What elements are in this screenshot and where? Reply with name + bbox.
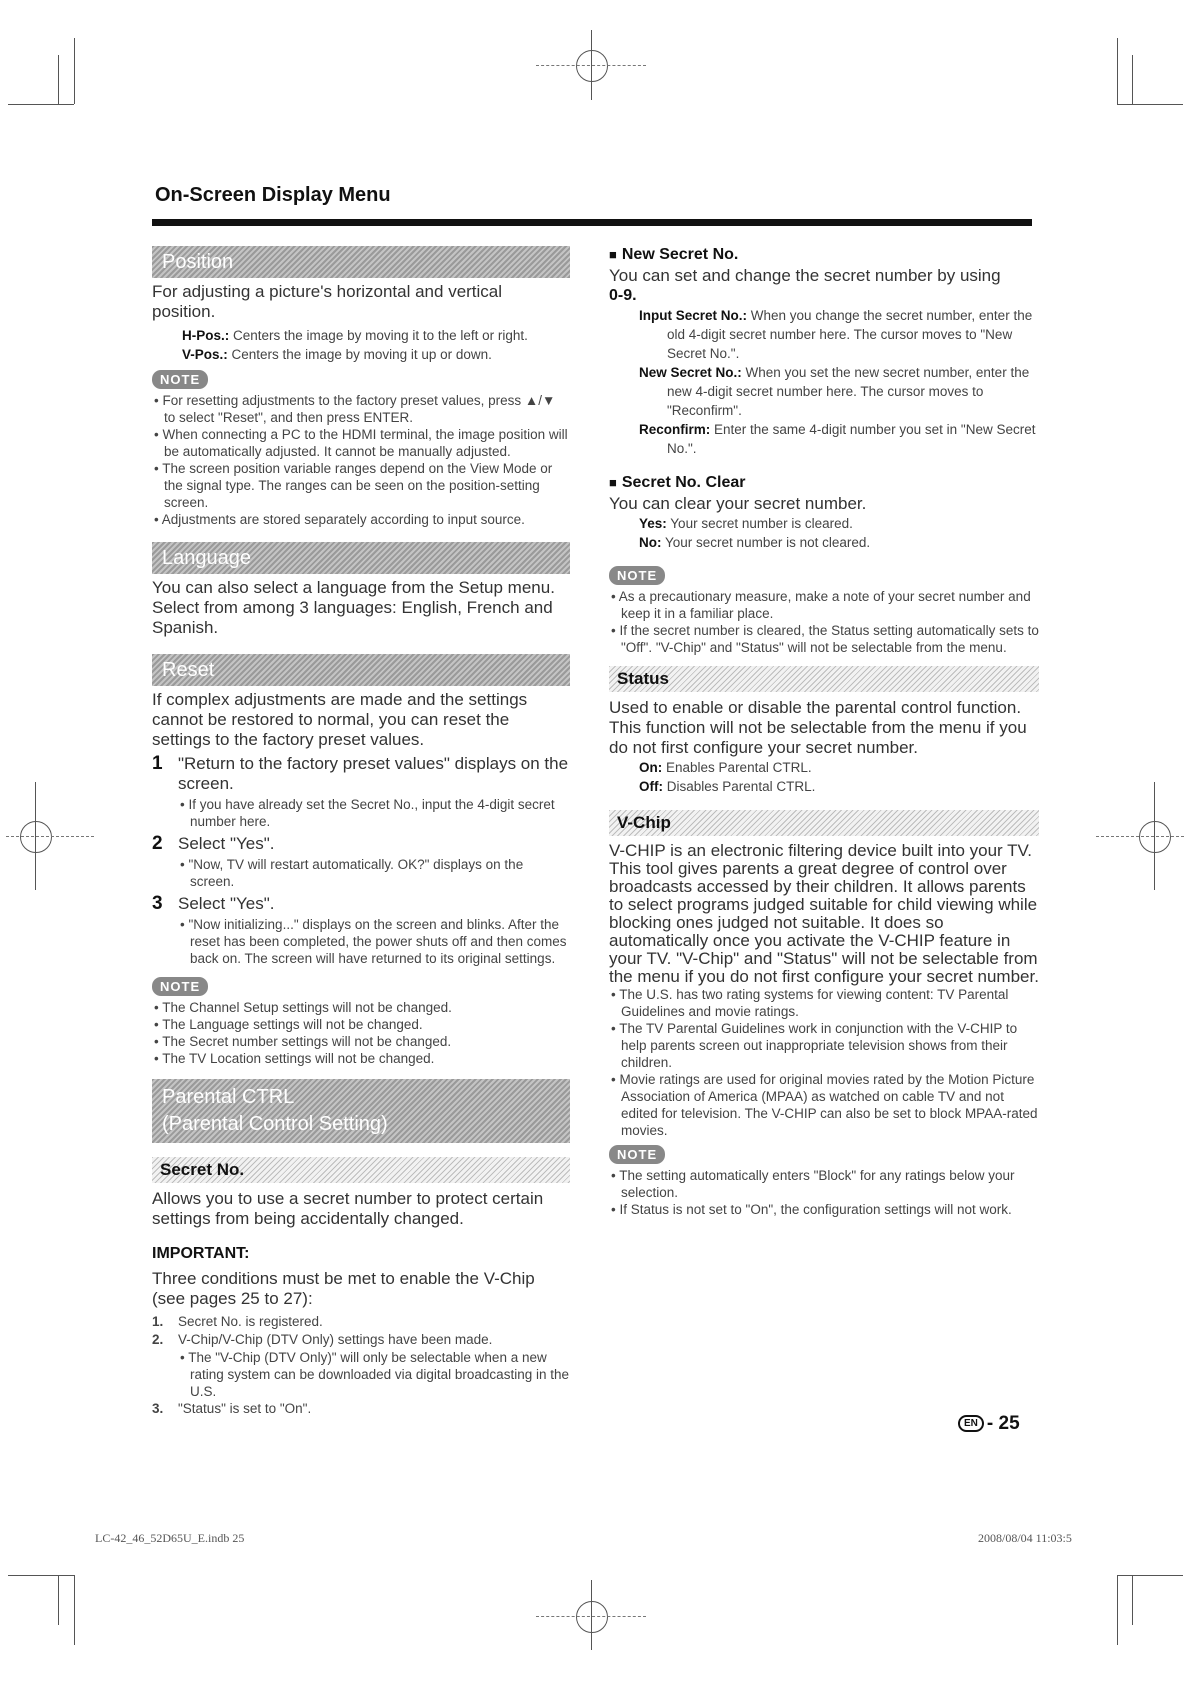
definition-term: Input Secret No.:	[639, 308, 748, 323]
definition-term: Reconfirm:	[639, 422, 711, 437]
secret-no-text: Allows you to use a secret number to protect certain settings from being accidentally changed.	[152, 1189, 544, 1228]
reset-step-3	[152, 894, 570, 914]
condition-2	[152, 1331, 570, 1349]
registration-mark	[536, 1616, 646, 1617]
condition-number: 2.	[152, 1332, 164, 1347]
yes-definition	[609, 514, 1039, 533]
subsection-header-secret-no: Secret No.	[152, 1157, 570, 1183]
crop-mark	[74, 38, 75, 104]
definition-text: Disables Parental CTRL.	[666, 779, 816, 794]
language-badge: EN	[958, 1415, 984, 1432]
page-number	[958, 1413, 1020, 1435]
crop-mark	[74, 1575, 75, 1645]
reset-intro: If complex adjustments are made and the settings cannot be restored to normal, you can reset the settings to the factory preset values.	[152, 690, 528, 749]
condition-1	[152, 1313, 570, 1331]
crop-mark	[1132, 55, 1133, 104]
bullet-text: Movie ratings are used for original movies rated by the Motion Picture Association of America (MPAA) as watched on cable TV and not edited for television. The V-CHIP can also be set to block MPAA-rated movies.	[619, 1072, 1038, 1138]
step-number: 3	[152, 893, 163, 914]
hpos-definition	[152, 326, 570, 345]
definition-text: Enter the same 4-digit number you set in "New Secret No.".	[667, 422, 1036, 456]
definition-text: Enables Parental CTRL.	[666, 760, 812, 775]
note-text: Adjustments are stored separately according to input source.	[161, 512, 525, 527]
left-column	[152, 246, 570, 1418]
step-text: "Return to the factory preset values" displays on the screen.	[178, 754, 569, 793]
title-rule	[152, 219, 1032, 226]
vpos-text: Centers the image by moving it up or down.	[231, 347, 492, 362]
footer-timestamp: 2008/08/04 11:03:5	[978, 1531, 1072, 1545]
secret-clear-note-2: • If the secret number is cleared, the Status setting automatically sets to "Off". "V-Chip" and "Status" will not be selectable from the menu.	[611, 623, 1039, 655]
condition-text: Secret No. is registered.	[178, 1314, 323, 1329]
position-intro: For adjusting a picture's horizontal and vertical position.	[152, 282, 503, 321]
crop-mark	[1117, 1575, 1183, 1576]
section-header-position: Position	[152, 246, 570, 278]
bullet-text: The "V-Chip (DTV Only)" will only be selectable when a new rating system can be downloaded via digital broadcasting in the U.S.	[188, 1350, 569, 1399]
crop-mark	[1117, 38, 1118, 104]
new-secret-intro-text: You can set and change the secret number by using	[609, 266, 1001, 285]
note-text: The TV Location settings will not be changed.	[162, 1051, 435, 1066]
crop-mark	[8, 104, 74, 105]
registration-mark	[1096, 836, 1184, 837]
important-label: IMPORTANT:	[152, 1245, 250, 1262]
note-badge: NOTE	[609, 1145, 665, 1164]
vchip-text: V-CHIP is an electronic filtering device built into your TV. This tool gives parents a great degree of control over broadcasts accessed by their children. It allows parents to select programs judged suitable for child viewing while blocking ones judged not suitable. It does so automatically once you activate the V-CHIP feature in your TV. "V-Chip" and "Status" will not be selectable from the menu if you do not first configure your secret number.	[609, 841, 1039, 986]
new-secret-title: ■ New Secret No.	[609, 246, 1039, 264]
secret-clear-title: ■ Secret No. Clear	[609, 474, 1039, 492]
step-number: 1	[152, 753, 163, 774]
registration-mark	[6, 836, 94, 837]
step-text: Select "Yes".	[178, 834, 275, 853]
crop-mark	[1117, 104, 1183, 105]
reset-note-3: • The Secret number settings will not be changed.	[154, 1034, 452, 1049]
condition-3	[152, 1400, 570, 1418]
position-note-3: • The screen position variable ranges depend on the View Mode or the signal type. The ranges can be seen on the position-setting screen.	[154, 461, 553, 510]
crop-mark	[1117, 1575, 1118, 1645]
new-secret-intro	[609, 266, 1039, 306]
page-number-value: 25	[998, 1413, 1020, 1434]
registration-mark	[576, 50, 608, 82]
note-text: For resetting adjustments to the factory preset values, press ▲/▼ to select "Reset", and then press ENTER.	[162, 393, 556, 425]
section-header-parental-ctrl	[152, 1079, 570, 1143]
section-header-reset: Reset	[152, 654, 570, 686]
crop-mark	[1132, 1575, 1133, 1625]
note-text: The screen position variable ranges depend on the View Mode or the signal type. The ranges can be seen on the position-setting screen.	[162, 461, 553, 510]
note-text: The Secret number settings will not be changed.	[162, 1034, 452, 1049]
definition-term: Off:	[639, 779, 663, 794]
vchip-note-2: • If Status is not set to "On", the configuration settings will not work.	[611, 1202, 1012, 1217]
registration-mark	[1139, 821, 1171, 853]
status-text: Used to enable or disable the parental control function. This function will not be selectable from the menu if you do not first configure your secret number.	[609, 698, 1027, 757]
position-note-1: • For resetting adjustments to the factory preset values, press ▲/▼ to select "Reset", and then press ENTER.	[154, 393, 556, 425]
registration-mark	[536, 65, 646, 66]
on-definition	[609, 758, 1039, 777]
step-text: Select "Yes".	[178, 894, 275, 913]
footer-file-name: LC-42_46_52D65U_E.indb 25	[95, 1531, 245, 1545]
reset-step-2-bullet: • "Now, TV will restart automatically. OK?" displays on the screen.	[180, 857, 524, 889]
page-number-text: -	[986, 1413, 999, 1434]
new-secret-keys: 0-9.	[609, 287, 637, 304]
bullet-text: The TV Parental Guidelines work in conjunction with the V-CHIP to help parents screen out inappropriate television shows from their children.	[619, 1021, 1018, 1070]
crop-mark	[8, 1575, 74, 1576]
right-column	[609, 246, 1039, 1218]
reset-note-2: • The Language settings will not be changed.	[154, 1017, 423, 1032]
definition-text: Your secret number is not cleared.	[665, 535, 871, 550]
vchip-bullet-3: • Movie ratings are used for original movies rated by the Motion Picture Association of America (MPAA) as watched on cable TV and not edited for television. The V-CHIP can also be set to block MPAA-rated movies.	[611, 1072, 1038, 1138]
new-secret-definition	[609, 363, 1039, 420]
registration-mark	[576, 1601, 608, 1633]
note-text: As a precautionary measure, make a note of your secret number and keep it in a familiar place.	[618, 589, 1031, 621]
note-badge: NOTE	[609, 566, 665, 585]
subsection-header-vchip: V-Chip	[609, 810, 1039, 836]
bullet-text: The U.S. has two rating systems for viewing content: TV Parental Guidelines and movie ratings.	[619, 987, 1009, 1019]
subsection-header-status: Status	[609, 666, 1039, 692]
condition-2-bullet: • The "V-Chip (DTV Only)" will only be selectable when a new rating system can be downloaded via digital broadcasting in the U.S.	[180, 1350, 569, 1399]
note-text: The Channel Setup settings will not be changed.	[162, 1000, 452, 1015]
secret-clear-intro: You can clear your secret number.	[609, 494, 867, 513]
vchip-bullet-2: • The TV Parental Guidelines work in conjunction with the V-CHIP to help parents screen out inappropriate television shows from their children.	[611, 1021, 1018, 1070]
note-text: The Language settings will not be changed.	[162, 1017, 423, 1032]
registration-mark	[20, 821, 52, 853]
vchip-note-1: • The setting automatically enters "Block" for any ratings below your selection.	[611, 1168, 1015, 1200]
off-definition	[609, 777, 1039, 796]
section-header-language: Language	[152, 542, 570, 574]
registration-mark	[591, 1580, 592, 1650]
reconfirm-definition	[609, 420, 1039, 458]
note-text: If the secret number is cleared, the Status setting automatically sets to "Off". "V-Chip" and "Status" will not be selectable from the menu.	[619, 623, 1039, 655]
reset-note-1: • The Channel Setup settings will not be changed.	[154, 1000, 452, 1015]
language-text: You can also select a language from the Setup menu. Select from among 3 languages: English, French and Spanish.	[152, 578, 555, 637]
bullet-text: "Now, TV will restart automatically. OK?" displays on the screen.	[188, 857, 524, 889]
condition-text: V-Chip/V-Chip (DTV Only) settings have been made.	[178, 1332, 493, 1347]
bullet-text: "Now initializing..." displays on the screen and blinks. After the reset has been completed, the power shuts off and then comes back on. The screen will have returned to its original settings.	[188, 917, 567, 966]
reset-step-3-bullet: • "Now initializing..." displays on the screen and blinks. After the reset has been completed, the power shuts off and then comes back on. The screen will have returned to its original settings.	[180, 917, 567, 966]
crop-mark	[58, 55, 59, 104]
parental-header-line-2: (Parental Control Setting)	[162, 1113, 388, 1135]
reset-step-1-bullet: • If you have already set the Secret No., input the 4-digit secret number here.	[180, 797, 555, 829]
crop-mark	[58, 1575, 59, 1625]
position-note-4: • Adjustments are stored separately according to input source.	[154, 512, 525, 527]
no-definition	[609, 533, 1039, 552]
note-badge: NOTE	[152, 977, 208, 996]
reset-note-4: • The TV Location settings will not be changed.	[154, 1051, 435, 1066]
definition-term: Yes:	[639, 516, 667, 531]
reset-step-1	[152, 754, 570, 794]
definition-term: No:	[639, 535, 662, 550]
note-text: If Status is not set to "On", the configuration settings will not work.	[619, 1202, 1012, 1217]
bullet-text: If you have already set the Secret No., input the 4-digit secret number here.	[188, 797, 555, 829]
secret-clear-note-1: • As a precautionary measure, make a note of your secret number and keep it in a familiar place.	[611, 589, 1031, 621]
hpos-text: Centers the image by moving it to the left or right.	[233, 328, 528, 343]
note-badge: NOTE	[152, 370, 208, 389]
vchip-bullet-1: • The U.S. has two rating systems for viewing content: TV Parental Guidelines and movie ratings.	[611, 987, 1009, 1019]
input-secret-definition	[609, 306, 1039, 363]
important-text: Three conditions must be met to enable the V-Chip (see pages 25 to 27):	[152, 1269, 535, 1308]
condition-number: 1.	[152, 1314, 164, 1329]
reset-step-2	[152, 834, 570, 854]
note-text: When connecting a PC to the HDMI terminal, the image position will be automatically adjusted. It cannot be manually adjusted.	[162, 427, 568, 459]
page-title: On-Screen Display Menu	[155, 184, 391, 206]
definition-term: New Secret No.:	[639, 365, 742, 380]
vpos-definition	[152, 345, 570, 364]
parental-header-line-1: Parental CTRL	[162, 1086, 295, 1108]
vpos-term: V-Pos.:	[182, 347, 228, 362]
note-text: The setting automatically enters "Block" for any ratings below your selection.	[619, 1168, 1015, 1200]
definition-text: When you set the new secret number, enter the new 4-digit secret number here. The cursor moves to "Reconfirm".	[667, 365, 1030, 418]
condition-number: 3.	[152, 1401, 164, 1416]
condition-text: "Status" is set to "On".	[178, 1401, 312, 1416]
hpos-term: H-Pos.:	[182, 328, 230, 343]
position-note-2: • When connecting a PC to the HDMI terminal, the image position will be automatically adjusted. It cannot be manually adjusted.	[154, 427, 568, 459]
definition-text: Your secret number is cleared.	[670, 516, 853, 531]
step-number: 2	[152, 833, 163, 854]
definition-term: On:	[639, 760, 663, 775]
definition-text: When you change the secret number, enter the old 4-digit secret number here. The cursor moves to "New Secret No.".	[667, 308, 1033, 361]
